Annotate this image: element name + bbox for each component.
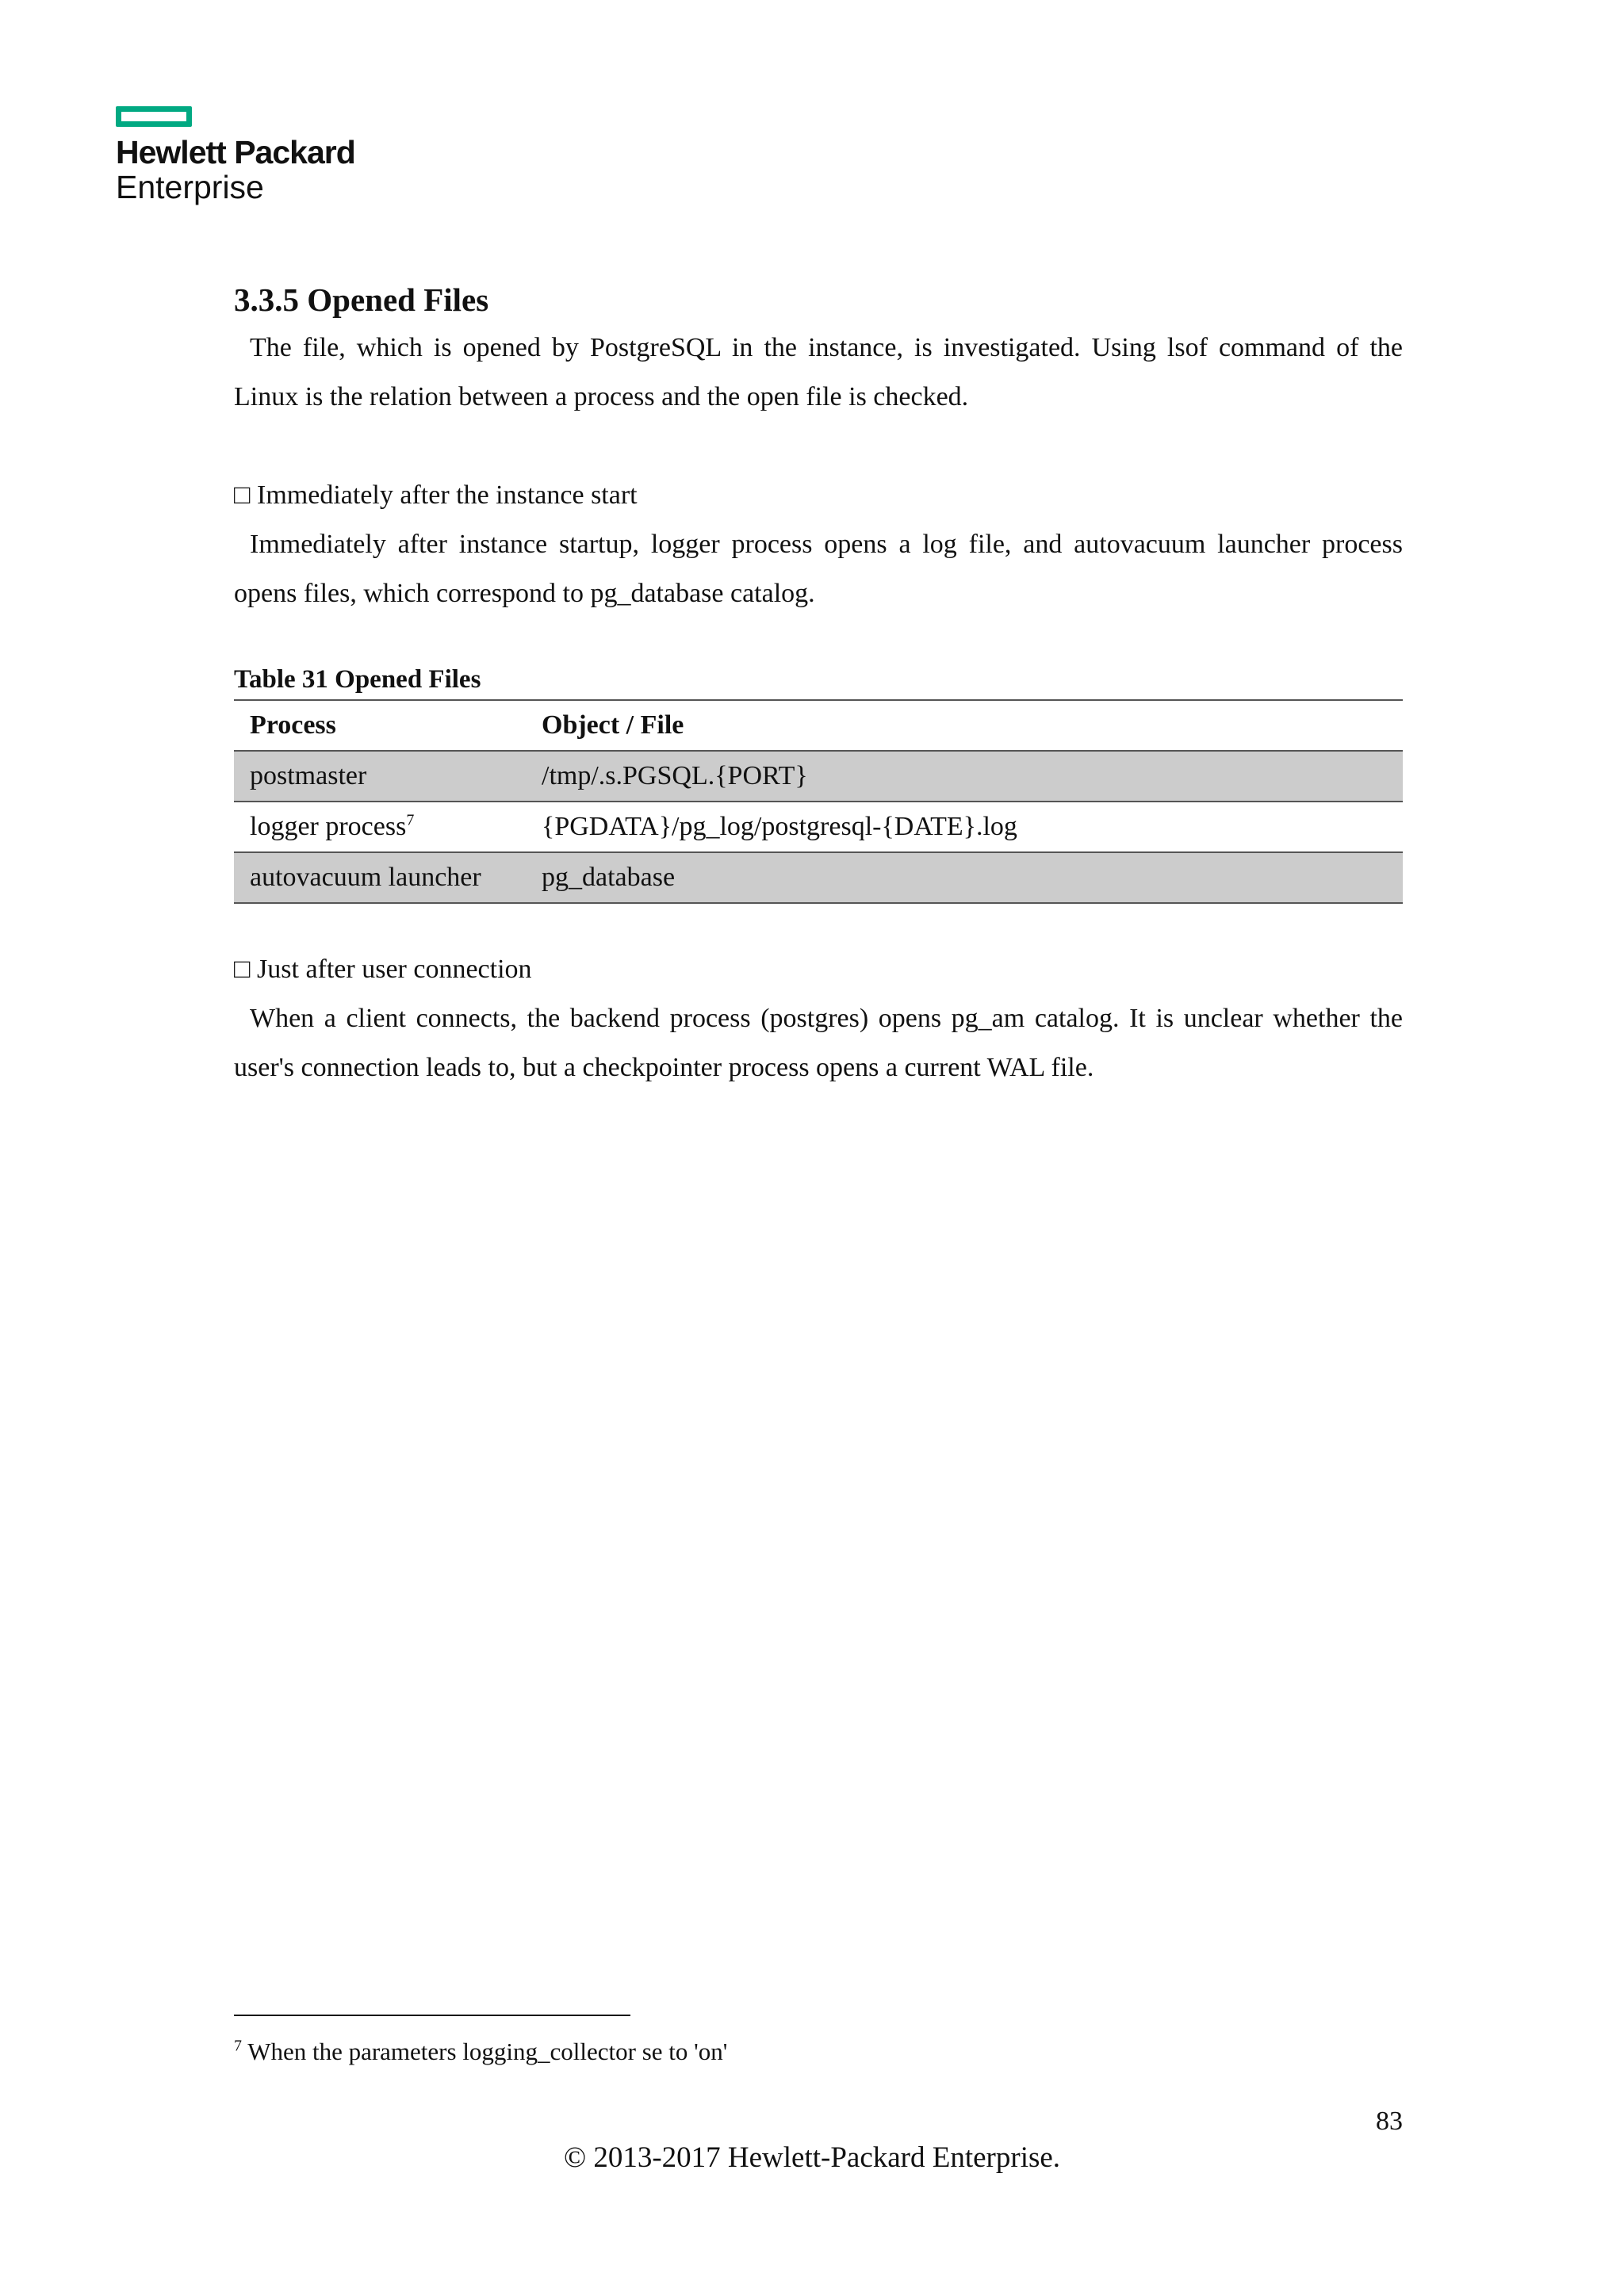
section-intro: The file, which is opened by PostgreSQL in the instance, is investigated. Using lsof command of the Linux is the relation between a process and the open file is checked. [234,333,1403,411]
table-caption: Table 31 Opened Files [234,665,481,694]
footnote [234,2036,727,2068]
table-row [234,802,1403,852]
table-cell-file: {PGDATA}/pg_log/postgresql-{DATE}.log [526,802,1403,852]
page-content [234,276,1403,1093]
table-cell-process [234,802,526,852]
table-header-process: Process [234,700,526,751]
table-header-row [234,700,1403,751]
logo-wordmark-line1: Hewlett Packard [116,134,355,170]
table-cell-file: /tmp/.s.PGSQL.{PORT} [526,751,1403,802]
opened-files-table [234,699,1403,904]
footnote-divider [234,2015,630,2016]
section-heading: 3.3.5 Opened Files [234,281,489,318]
subsection-text-instance-start: Immediately after instance startup, logger process opens a log file, and autovacuum launcher process opens files, which correspond to pg_database catalog. [234,530,1403,608]
subsection-text-user-connection: When a client connects, the backend process (postgres) opens pg_am catalog. It is unclear whether the user's connection leads to, but a checkpointer process opens a current WAL file. [234,1004,1403,1082]
table-cell-process: autovacuum launcher [234,852,526,903]
page-number: 83 [1376,2107,1403,2136]
table-row [234,852,1403,903]
table-header-object-file: Object / File [526,700,1403,751]
footnote-text: When the parameters logging_collector se to 'on' [247,2038,728,2065]
logo-wordmark-line2: Enterprise [116,169,264,205]
table-row [234,751,1403,802]
copyright-notice: © 2013-2017 Hewlett-Packard Enterprise. [563,2141,1061,2174]
footnote-number: 7 [234,2037,242,2055]
hpe-logo [116,106,355,205]
hpe-logo-element-icon [116,106,192,127]
table-cell-process: postmaster [234,751,526,802]
footnote-reference: 7 [406,811,415,829]
subsection-heading-instance-start: □ Immediately after the instance start [234,480,638,510]
subsection-heading-user-connection: □ Just after user connection [234,955,532,984]
process-name: logger process [250,812,407,841]
table-cell-file: pg_database [526,852,1403,903]
